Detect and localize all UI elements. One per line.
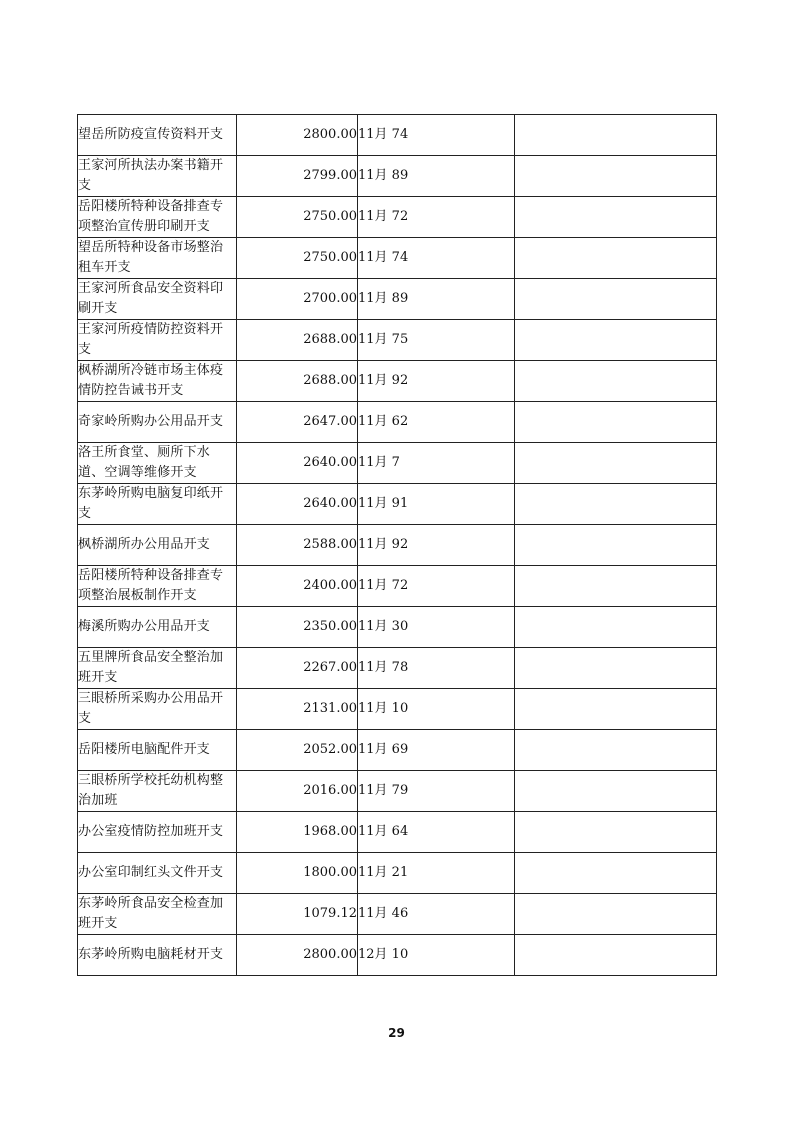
- expense-month-cell: 11月 89: [358, 279, 515, 320]
- expense-note-cell: [515, 525, 717, 566]
- expense-amount-cell: 2267.00: [237, 648, 358, 689]
- table-row: [78, 894, 717, 935]
- expense-note-cell: [515, 566, 717, 607]
- expense-amount-cell: 2647.00: [237, 402, 358, 443]
- expense-month-cell: 11月 91: [358, 484, 515, 525]
- expense-amount-cell: 2640.00: [237, 484, 358, 525]
- expense-amount-cell: 2688.00: [237, 320, 358, 361]
- table-row: [78, 730, 717, 771]
- expense-description-cell: 望岳所防疫宣传资料开支: [78, 115, 237, 156]
- expense-description-cell: 洛王所食堂、厕所下水道、空调等维修开支: [78, 443, 237, 484]
- expense-description-cell: 望岳所特种设备市场整治租车开支: [78, 238, 237, 279]
- expense-description-cell: 岳阳楼所特种设备排查专项整治宣传册印刷开支: [78, 197, 237, 238]
- expense-description-cell: 王家河所执法办案书籍开支: [78, 156, 237, 197]
- expense-description-cell: 枫桥湖所冷链市场主体疫情防控告诫书开支: [78, 361, 237, 402]
- expense-month-cell: 11月 10: [358, 689, 515, 730]
- expense-description-cell: 办公室印制红头文件开支: [78, 853, 237, 894]
- expense-month-cell: 11月 69: [358, 730, 515, 771]
- table-row: [78, 279, 717, 320]
- expense-note-cell: [515, 894, 717, 935]
- expense-amount-cell: 2750.00: [237, 197, 358, 238]
- expense-month-cell: 11月 92: [358, 361, 515, 402]
- expense-description-cell: 奇家岭所购办公用品开支: [78, 402, 237, 443]
- expense-month-cell: 11月 79: [358, 771, 515, 812]
- expense-note-cell: [515, 484, 717, 525]
- table-row: [78, 689, 717, 730]
- table-row: [78, 525, 717, 566]
- expense-amount-cell: 2400.00: [237, 566, 358, 607]
- expense-description-cell: 梅溪所购办公用品开支: [78, 607, 237, 648]
- expense-description-cell: 岳阳楼所特种设备排查专项整治展板制作开支: [78, 566, 237, 607]
- expense-amount-cell: 2800.00: [237, 935, 358, 976]
- expense-note-cell: [515, 115, 717, 156]
- expense-amount-cell: 2016.00: [237, 771, 358, 812]
- expense-note-cell: [515, 238, 717, 279]
- expense-amount-cell: 2688.00: [237, 361, 358, 402]
- expense-month-cell: 11月 72: [358, 566, 515, 607]
- expense-amount-cell: 2700.00: [237, 279, 358, 320]
- table-row: [78, 935, 717, 976]
- expense-description-cell: 三眼桥所学校托幼机构整治加班: [78, 771, 237, 812]
- expense-amount-cell: 2750.00: [237, 238, 358, 279]
- expense-description-cell: 王家河所食品安全资料印刷开支: [78, 279, 237, 320]
- expense-description-cell: 东茅岭所购电脑复印纸开支: [78, 484, 237, 525]
- expense-note-cell: [515, 279, 717, 320]
- expense-month-cell: 11月 64: [358, 812, 515, 853]
- table-row: [78, 484, 717, 525]
- expense-description-cell: 三眼桥所采购办公用品开支: [78, 689, 237, 730]
- expense-note-cell: [515, 648, 717, 689]
- expense-month-cell: 11月 30: [358, 607, 515, 648]
- expense-note-cell: [515, 607, 717, 648]
- expense-month-cell: 11月 72: [358, 197, 515, 238]
- table-row: [78, 197, 717, 238]
- page-number: 29: [388, 1026, 405, 1040]
- expense-note-cell: [515, 361, 717, 402]
- table-row: [78, 648, 717, 689]
- expense-amount-cell: 2052.00: [237, 730, 358, 771]
- expense-note-cell: [515, 197, 717, 238]
- expense-note-cell: [515, 443, 717, 484]
- expense-description-cell: 东茅岭所购电脑耗材开支: [78, 935, 237, 976]
- expense-month-cell: 11月 62: [358, 402, 515, 443]
- table-row: [78, 566, 717, 607]
- expense-month-cell: 11月 21: [358, 853, 515, 894]
- expense-amount-cell: 1968.00: [237, 812, 358, 853]
- expense-description-cell: 东茅岭所食品安全检查加班开支: [78, 894, 237, 935]
- expense-note-cell: [515, 935, 717, 976]
- expense-amount-cell: 1079.12: [237, 894, 358, 935]
- expense-note-cell: [515, 853, 717, 894]
- expense-note-cell: [515, 771, 717, 812]
- expense-amount-cell: 2131.00: [237, 689, 358, 730]
- expense-note-cell: [515, 156, 717, 197]
- expense-table: [77, 114, 717, 976]
- table-row: [78, 812, 717, 853]
- expense-note-cell: [515, 730, 717, 771]
- expense-month-cell: 11月 75: [358, 320, 515, 361]
- expense-note-cell: [515, 320, 717, 361]
- table-row: [78, 402, 717, 443]
- expense-month-cell: 11月 89: [358, 156, 515, 197]
- expense-description-cell: 办公室疫情防控加班开支: [78, 812, 237, 853]
- expense-note-cell: [515, 812, 717, 853]
- expense-month-cell: 11月 46: [358, 894, 515, 935]
- expense-amount-cell: 2799.00: [237, 156, 358, 197]
- expense-month-cell: 11月 78: [358, 648, 515, 689]
- expense-description-cell: 王家河所疫情防控资料开支: [78, 320, 237, 361]
- expense-month-cell: 11月 74: [358, 238, 515, 279]
- expense-month-cell: 11月 7: [358, 443, 515, 484]
- table-row: [78, 771, 717, 812]
- expense-amount-cell: 1800.00: [237, 853, 358, 894]
- expense-description-cell: 岳阳楼所电脑配件开支: [78, 730, 237, 771]
- table-row: [78, 853, 717, 894]
- expense-amount-cell: 2350.00: [237, 607, 358, 648]
- expense-note-cell: [515, 689, 717, 730]
- expense-month-cell: 11月 74: [358, 115, 515, 156]
- table-row: [78, 156, 717, 197]
- table-row: [78, 320, 717, 361]
- expense-description-cell: 五里牌所食品安全整治加班开支: [78, 648, 237, 689]
- table-row: [78, 361, 717, 402]
- expense-description-cell: 枫桥湖所办公用品开支: [78, 525, 237, 566]
- expense-amount-cell: 2588.00: [237, 525, 358, 566]
- table-row: [78, 607, 717, 648]
- table-row: [78, 443, 717, 484]
- table-row: [78, 238, 717, 279]
- expense-note-cell: [515, 402, 717, 443]
- expense-month-cell: 11月 92: [358, 525, 515, 566]
- expense-table-body: [78, 115, 717, 976]
- expense-amount-cell: 2800.00: [237, 115, 358, 156]
- table-row: [78, 115, 717, 156]
- expense-amount-cell: 2640.00: [237, 443, 358, 484]
- expense-month-cell: 12月 10: [358, 935, 515, 976]
